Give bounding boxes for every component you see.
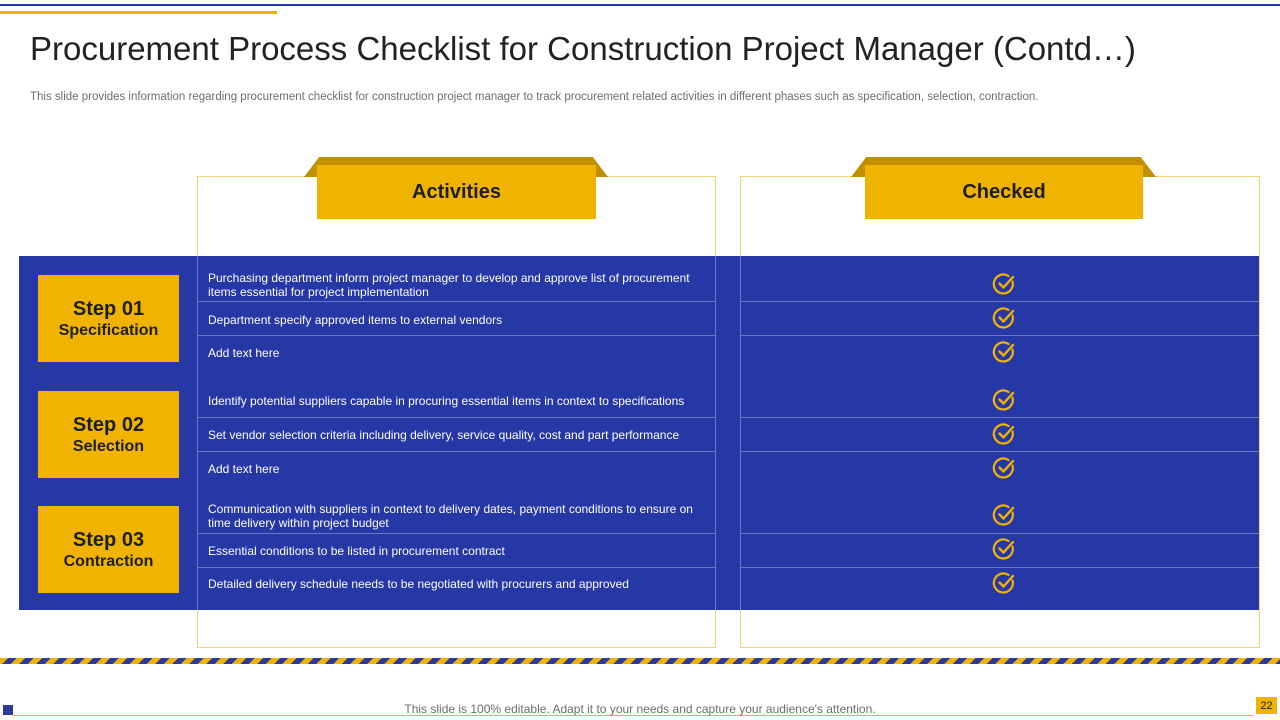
check-circle-icon[interactable] bbox=[992, 272, 1016, 296]
check-circle-icon[interactable] bbox=[992, 537, 1016, 561]
activity-text: Add text here bbox=[208, 346, 280, 360]
step-02-box bbox=[38, 391, 179, 478]
check-circle-icon[interactable] bbox=[992, 456, 1016, 480]
step-number: Step 03 bbox=[72, 528, 145, 551]
check-circle-icon[interactable] bbox=[992, 340, 1016, 364]
check-circle-icon[interactable] bbox=[992, 388, 1016, 412]
activity-text: Purchasing department inform project manager to develop and approve list of procurement items essential for project implementation bbox=[208, 271, 690, 299]
slide-title: Procurement Process Checklist for Construction Project Manager (Contd…) bbox=[30, 30, 1136, 67]
top-accent-line bbox=[0, 4, 1280, 6]
activity-text: Essential conditions to be listed in procurement contract bbox=[208, 544, 505, 558]
footer-note: This slide is 100% editable. Adapt it to your needs and capture your audience's attention. bbox=[404, 702, 876, 716]
activities-header: Activities bbox=[317, 165, 596, 219]
page-number: 22 bbox=[1256, 697, 1277, 714]
step-number: Step 02 bbox=[72, 413, 145, 436]
row-separator bbox=[740, 533, 1259, 534]
check-circle-icon[interactable] bbox=[992, 503, 1016, 527]
step-name: Selection bbox=[72, 437, 145, 455]
row-separator bbox=[740, 301, 1259, 302]
activity-text: Detailed delivery schedule needs to be negotiated with procurers and approved bbox=[208, 577, 629, 591]
row-separator bbox=[197, 417, 716, 418]
step-number: Step 01 bbox=[72, 297, 145, 320]
activity-text: Department specify approved items to external vendors bbox=[208, 313, 503, 327]
step-03-box bbox=[38, 506, 179, 593]
row-separator bbox=[197, 567, 716, 568]
column-divider bbox=[197, 256, 198, 610]
step-name: Contraction bbox=[63, 552, 154, 570]
check-circle-icon[interactable] bbox=[992, 306, 1016, 330]
step-01-box bbox=[38, 275, 179, 362]
column-divider bbox=[740, 256, 741, 610]
row-separator bbox=[197, 451, 716, 452]
row-separator bbox=[197, 533, 716, 534]
check-circle-icon[interactable] bbox=[992, 422, 1016, 446]
activity-text: Identify potential suppliers capable in procuring essential items in context to specifications bbox=[208, 394, 685, 408]
column-divider bbox=[715, 256, 716, 610]
row-separator bbox=[740, 451, 1259, 452]
row-separator bbox=[197, 335, 716, 336]
activity-text: Communication with suppliers in context to delivery dates, payment conditions to ensure on time delivery within project budget bbox=[208, 502, 693, 530]
activity-text: Set vendor selection criteria including delivery, service quality, cost and part performance bbox=[208, 428, 680, 442]
check-circle-icon[interactable] bbox=[992, 571, 1016, 595]
row-separator bbox=[197, 301, 716, 302]
step-name: Specification bbox=[58, 321, 159, 339]
row-separator bbox=[740, 567, 1259, 568]
checked-header: Checked bbox=[865, 165, 1143, 219]
row-separator bbox=[740, 417, 1259, 418]
slide-subtitle: This slide provides information regarding procurement checklist for construction project manager to track procurement related activities in different phases such as specification, selection, contraction. bbox=[30, 91, 1039, 103]
row-separator bbox=[740, 335, 1259, 336]
top-accent-bar bbox=[0, 11, 277, 14]
activity-text: Add text here bbox=[208, 462, 280, 476]
hazard-stripe bbox=[0, 658, 1280, 664]
